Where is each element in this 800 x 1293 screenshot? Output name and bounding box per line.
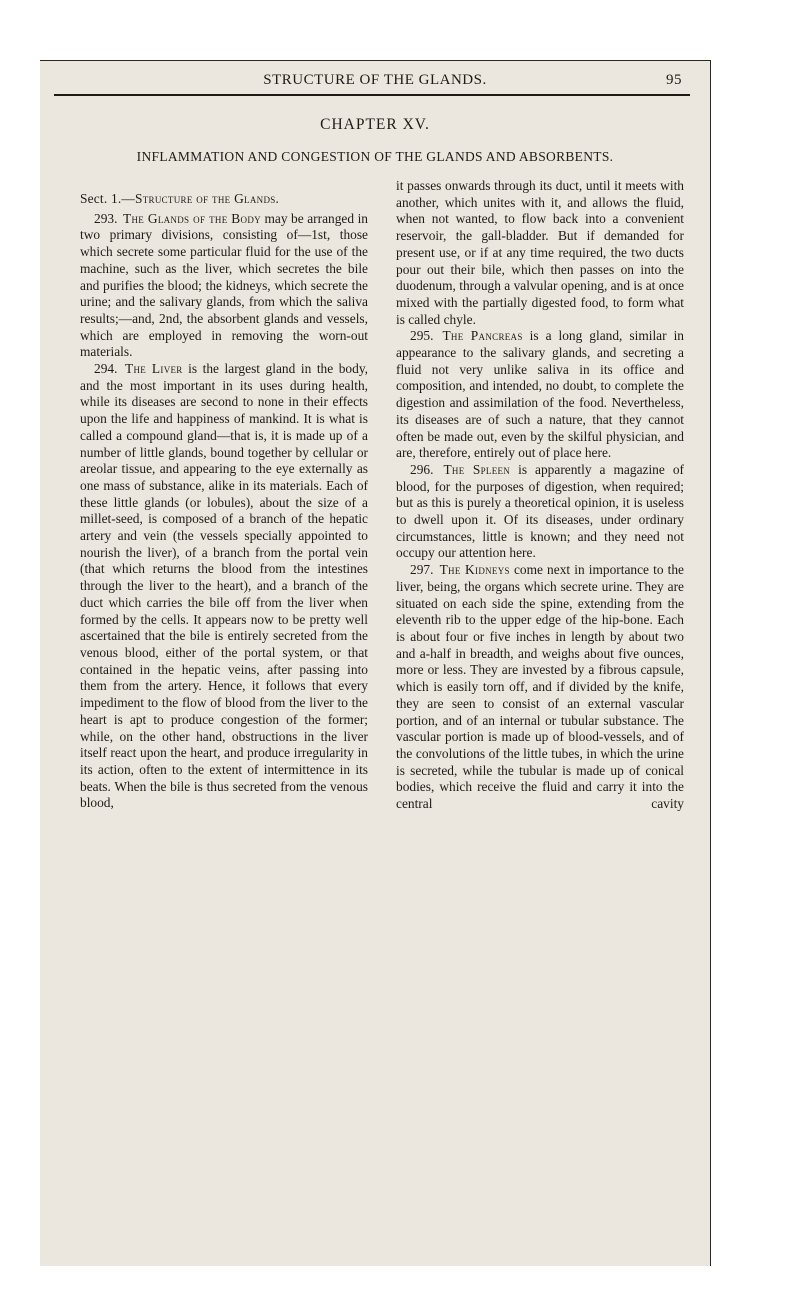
paragraph-293 [80, 211, 368, 361]
paragraph-number: 295. [410, 328, 434, 344]
section-title: Structure of the Glands. [134, 191, 280, 206]
paragraph-text: is a long gland, similar in appearance to the salivary glands, and secreting a fluid not very unlike saliva in its office and composition, and intended, no doubt, to complete the digestion and assimilation of the food. Nevertheless, its diseases are of such a nature, that they cannot often be made out, even by the skilful physician, and are, therefore, entirely out of place here. [396, 328, 684, 461]
paragraph-text: is the largest gland in the body, and the most important in its uses during health, while its diseases are second to none in their effects upon the life and happiness of mankind. It is what is called a compound gland—that is, it is made up of a number of little glands, bound together by cellular or areolar tissue, and appearing to the eye externally as one mass of substance, alike in its materials. Each of these little glands (or lobules), about the size of a millet-seed, is composed of a branch of the hepatic artery and vein (the vessels specially appointed to nourish the liver), of a branch from the portal vein (that which returns the blood from the intestines through the liver to the heart), and a branch of the duct which carries the bile off from the liver when formed by the cells. It appears now to be pretty well ascertained that the bile is entirely secreted from the venous blood, either of the portal system, or that contained in the hepatic veins, after passing into them from the artery. Hence, it follows that every impediment to the flow of blood from the liver to the heart is apt to produce congestion of the former; while, on the other hand, obstructions in the liver itself react upon the heart, and produce irregularity in its action, often to the extent of intermittence in its beats. When the bile is thus secreted from the venous blood, [80, 361, 368, 811]
paragraph-heading: The Pancreas [442, 328, 523, 344]
section-heading [80, 191, 368, 208]
paragraph-294-continued: it passes onwards through its duct, until it meets with another, which unites with it, and allows the fluid, when not wanted, to flow back into a convenient reservoir, the gall-bladder. But if demanded for present use, or if at any time required, the two ducts pour out their bile, which then passes on into the duodenum, through a valvular opening, and is at once mixed with the partially digested food, to form what is called chyle. [396, 178, 684, 327]
paragraph-text: is apparently a magazine of blood, for the purposes of digestion, when required; but as this is purely a theoretical opinion, it is useless to dwell upon it. Of its diseases, under ordinary circumstances, little is known; and they need not occupy our attention here. [396, 461, 684, 561]
paragraph-heading: The Glands of the Body [122, 210, 261, 226]
paragraph-number: 297. [410, 562, 434, 578]
book-page [40, 60, 711, 1266]
left-column [80, 179, 368, 812]
paragraph-number: 294. [94, 361, 118, 377]
paragraph-heading: The Kidneys [439, 562, 510, 578]
header-rule [54, 94, 690, 96]
paragraph-heading: The Spleen [443, 461, 511, 477]
chapter-heading: CHAPTER XV. [320, 116, 430, 133]
page-number: 95 [666, 72, 682, 88]
running-head [40, 68, 710, 92]
paragraph-text: may be arranged in two primary divisions, consisting of—1st, those which secrete some particular fluid for the use of the machine, such as the liver, which secretes the bile and purifies the blood; the kidneys, which secrete the urine; and the salivary glands, from which the saliva results;—and, 2nd, the absorbent glands and vessels, which are employed in removing the worn-out materials. [80, 210, 368, 360]
paragraph-294 [80, 361, 368, 812]
running-title: STRUCTURE OF THE GLANDS. [263, 72, 487, 88]
section-label: Sect. 1.— [80, 191, 135, 206]
paragraph-text: come next in importance to the liver, being, the organs which secrete urine. They are situated on each side the spine, extending from the eleventh rib to the upper edge of the hip-bone. Each is about four or five inches in length by about two and a-half in breadth, and weighs about five ounces, more or less. They are invested by a fibrous capsule, which is easily torn off, and if divided by the knife, they are seen to consist of an external vascular portion, and of an internal or tubular substance. The vascular portion is made up of blood-vessels, and of the convolutions of the little tubes, in which the urine is secreted, while the tubular is made up of conical bodies, which receive the fluid and carry it into the central cavity [396, 562, 684, 812]
chapter-subtitle: INFLAMMATION AND CONGESTION OF THE GLANDS AND ABSORBENTS. [136, 149, 614, 164]
paragraph-296 [396, 462, 684, 562]
paragraph-number: 296. [410, 461, 434, 477]
paragraph-heading: The Liver [125, 361, 183, 377]
paragraph-number: 293. [94, 210, 118, 226]
paragraph-295 [396, 328, 684, 462]
paragraph-297 [396, 562, 684, 813]
right-column [396, 178, 684, 813]
